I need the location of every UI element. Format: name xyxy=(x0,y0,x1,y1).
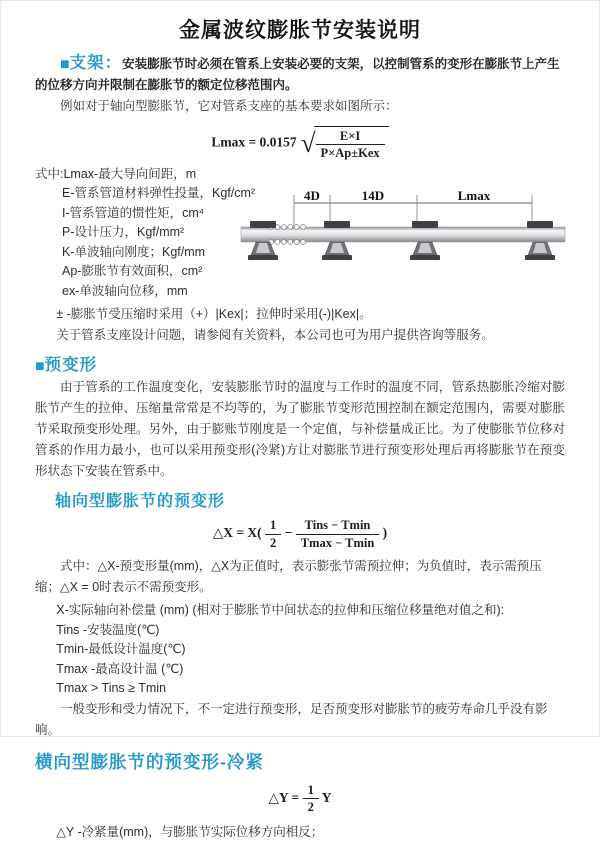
support-section-title: 支架： xyxy=(69,54,123,72)
pipe-diagram-svg xyxy=(237,189,597,284)
fraction-denominator: 2 xyxy=(307,799,314,814)
axial-formula xyxy=(35,518,565,550)
minus-operator: − xyxy=(284,525,293,541)
support-example-line: 例如对于轴向型膨胀节，它对管系支座的基本要求如图所示： xyxy=(60,99,398,113)
support-intro-text: 安装膨胀节时必须在管系上安装必要的支架，以控制管系的变形在膨胀节上产生的位移方向并限制在膨胀节的额定位移范围内。 xyxy=(35,57,560,92)
lmax-formula xyxy=(35,126,565,161)
predeform-body: 由于管系的工作温度变化，安装膨胀节时的温度与工作时的温度不同，管系热膨胀冷缩对膨胀节产生的拉伸、压缩量常常是不均等的，为了膨胀节变形范围控制在额定范围内，需要对膨胀节采取预变形处理。另外，由于膨账节刚度是一个定值，与补偿量成正比。为了使膨胀节位移对管系的作用力最小，也可以采用预变形(冷紧)方让对膨胀节进行预变形处理后再将膨胀节在预变形状态下安装在管系中。 xyxy=(35,380,565,479)
plus-minus-note: ± -膨胀节受压缩时采用（+）|Kex|；拉伸时采用(-)|Kex|。 xyxy=(56,307,372,322)
fraction-numerator: 1 xyxy=(303,783,319,799)
axial-subsection-title: 轴向型膨胀节的预变形 xyxy=(55,493,226,511)
definition-line: E-管系管道材料弹性投量，Kgf/cm² xyxy=(62,186,256,201)
axial-closing: 一般变形和受力情况下，不一定进行预变形，足否预变形对膨胀节的疲劳寿命几乎没有影响。 xyxy=(35,701,548,737)
definition-line: Ap-膨胀节有效面积，cm² xyxy=(62,264,203,279)
axial-explain: 式中：△X-预变形量(mm)，△X为正值时，表示膨张节需预拉伸；为负值时，表示需预压缩；△X = 0时表示不需预变形。 xyxy=(35,559,542,594)
page-title: 金属波纹膨胀节安装说明 xyxy=(179,19,421,42)
lateral-formula-prefix: △Y = xyxy=(268,789,300,805)
axial-formula-suffix: ) xyxy=(382,525,388,541)
fraction-numerator: Tins − Tmin xyxy=(296,518,380,534)
fraction-denominator: Tmax − Tmin xyxy=(300,535,375,550)
list-item: Tmin-最低设计温度(℃) xyxy=(56,642,186,656)
temperature-fraction xyxy=(296,518,380,550)
predeform-section-heading xyxy=(35,355,565,377)
dim-label-14d: 14D xyxy=(361,189,385,203)
document-body xyxy=(1,53,599,843)
lateral-subsection-title: 横向型膨胀节的预变形-冷紧 xyxy=(35,751,264,772)
fraction-numerator: 1 xyxy=(265,518,281,534)
section-square-icon: ■ xyxy=(60,56,70,73)
lmax-formula-prefix: Lmax = 0.0157 xyxy=(211,134,297,150)
service-note: 关于管系支座设计问题，请参阅有关资料，本公司也可为用户提供咨询等服务。 xyxy=(56,328,494,343)
sqrt-radical-icon: √ xyxy=(300,127,316,158)
axial-items-list xyxy=(35,601,565,699)
definition-line: I-管系管道的惯性矩，cm⁴ xyxy=(62,205,205,220)
definition-line: 式中:Lmax-最大导向间距，m xyxy=(35,166,197,181)
lateral-formula-suffix: Y xyxy=(321,789,332,805)
section-square-icon: ■ xyxy=(35,358,45,376)
list-item: X-实际轴向补偿量 (mm) (相对于膨胀节中间状态的拉伸和压缩位移量绝对值之和): xyxy=(56,603,505,617)
one-half-fraction xyxy=(265,518,281,550)
list-item: Tmax > Tins ≥ Tmin xyxy=(56,681,167,695)
lmax-formula-denominator: P×Ap±Kex xyxy=(320,146,380,161)
predeform-section-title: 预变形 xyxy=(44,356,98,375)
definition-line: P-设计压力，Kgf/mm² xyxy=(62,225,185,240)
list-item: Tins -安装温度(℃) xyxy=(56,622,160,637)
lmax-formula-numerator: E×I xyxy=(316,129,385,145)
list-item: Tmax -最高设计温 (℃) xyxy=(56,661,184,676)
lateral-formula xyxy=(35,783,565,815)
definition-line: K-单波轴向刚度；Kgf/mm xyxy=(62,244,206,259)
dim-label-4d: 4D xyxy=(304,189,320,203)
dim-label-lmax: Lmax xyxy=(457,189,491,203)
lateral-note: △Y -冷紧量(mm)，与膨胀节实际位移方向相反； xyxy=(56,825,324,840)
fraction-denominator: 2 xyxy=(270,535,277,550)
pipe-support-diagram xyxy=(237,189,597,284)
one-half-fraction xyxy=(303,783,319,815)
support-section-heading-line xyxy=(35,53,565,96)
axial-formula-prefix: △X = X( xyxy=(212,525,262,541)
definition-line: ex-单波轴向位移，mm xyxy=(62,283,188,298)
lmax-formula-radicand xyxy=(314,126,389,161)
